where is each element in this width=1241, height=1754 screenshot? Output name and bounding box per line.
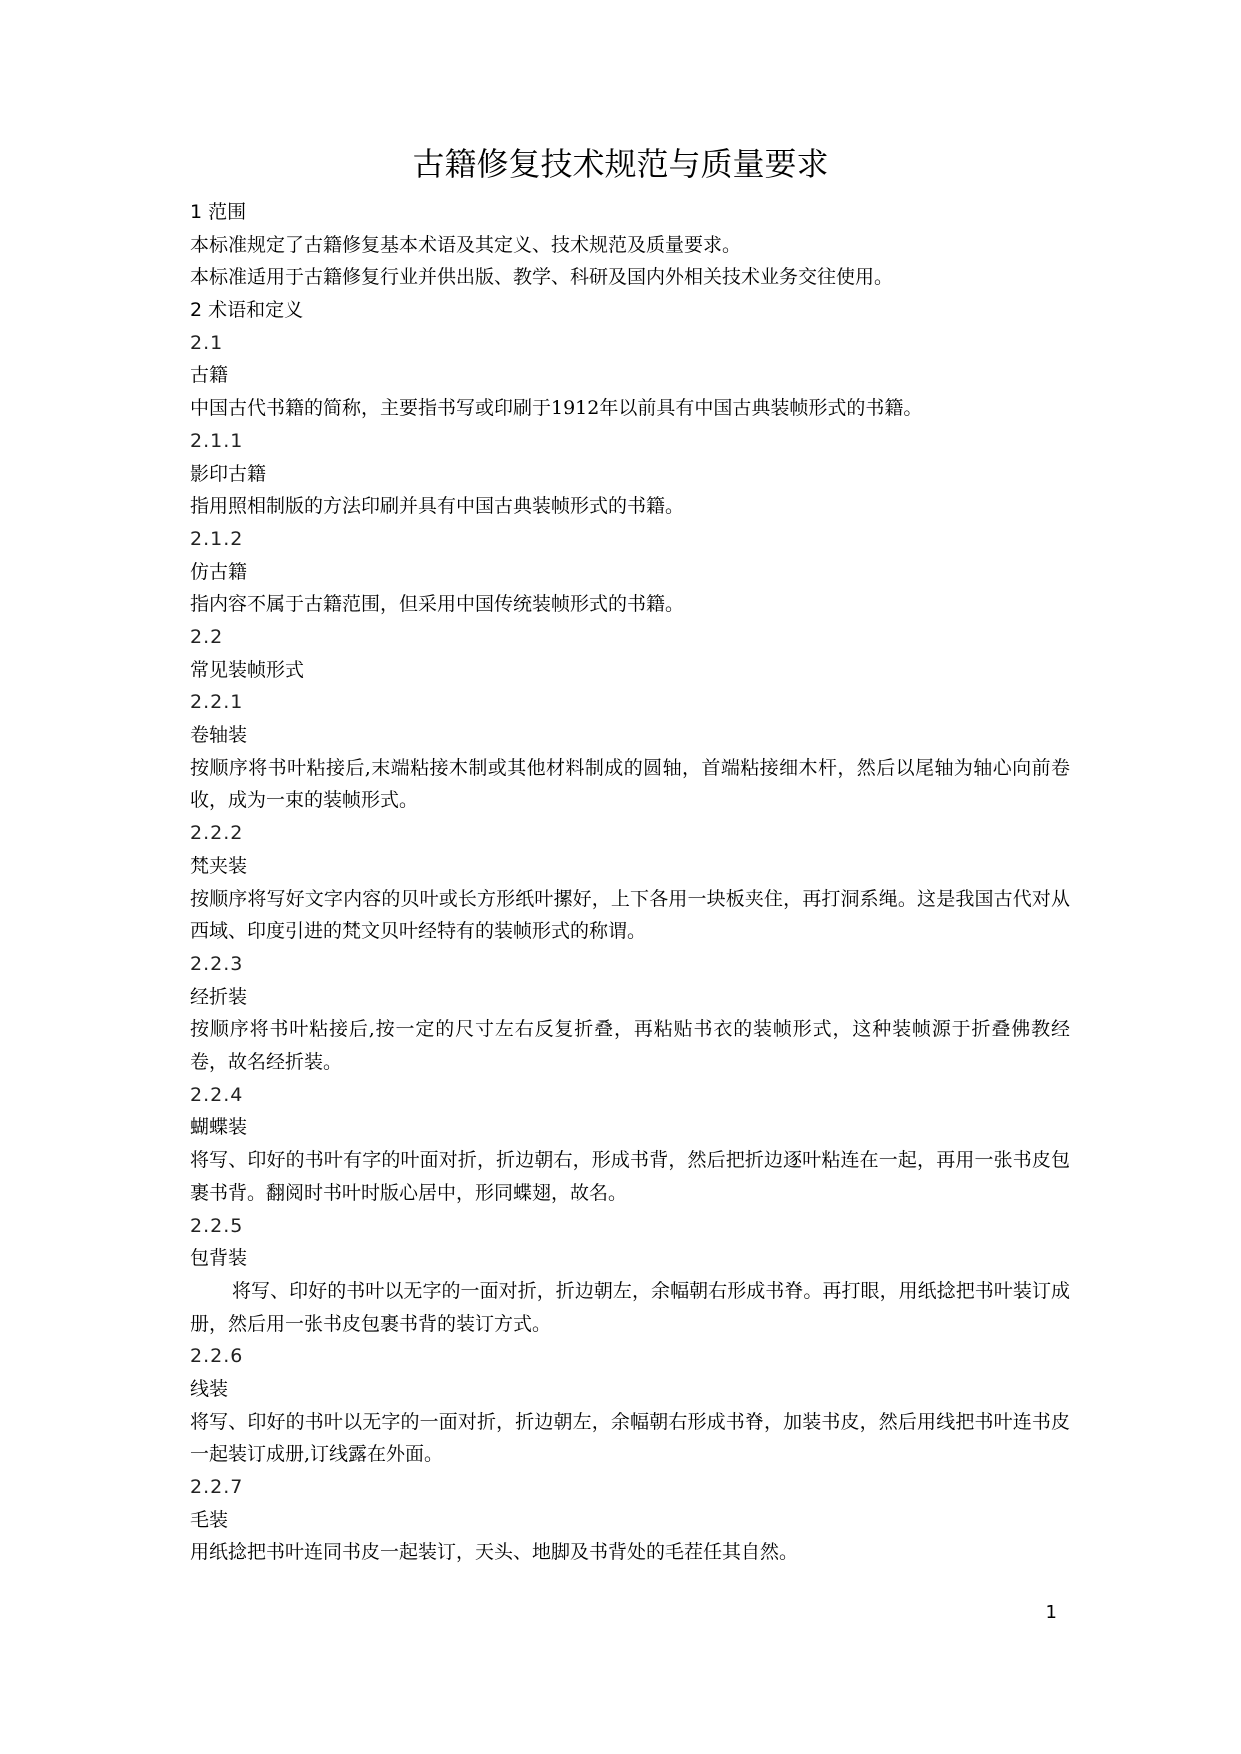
definition-paragraph: 将写、印好的书叶以无字的一面对折，折边朝左，余幅朝右形成书脊。再打眼，用纸捻把书叶装订成册，然后用一张书皮包裹书背的装订方式。 — [190, 1279, 1070, 1335]
clause-number: 2.1 — [190, 331, 224, 354]
term-title: 影印古籍 — [190, 462, 267, 485]
term-title: 毛装 — [190, 1508, 229, 1531]
clause-number: 2.2.3 — [190, 952, 244, 975]
clause-number: 2.2.2 — [190, 822, 244, 845]
definition-paragraph: 指用照相制版的方法印刷并具有中国古典装帧形式的书籍。 — [190, 495, 685, 518]
page-number: 1 — [1045, 1602, 1057, 1623]
term-title: 梵夹装 — [190, 854, 248, 877]
term-title: 蝴蝶装 — [190, 1116, 248, 1139]
definition-paragraph: 用纸捻把书叶连同书皮一起装订，天头、地脚及书背处的毛茬任其自然。 — [190, 1541, 799, 1564]
clause-number: 2.2 — [190, 626, 224, 649]
term-title: 线装 — [190, 1377, 229, 1400]
definition-paragraph: 本标准规定了古籍修复基本术语及其定义、技术规范及质量要求。 — [190, 233, 742, 256]
term-title: 包背装 — [190, 1247, 248, 1270]
document-body — [190, 196, 1070, 1569]
definition-paragraph: 指内容不属于古籍范围，但采用中国传统装帧形式的书籍。 — [190, 593, 685, 616]
clause-number: 2.2.1 — [190, 691, 244, 714]
term-title: 古籍 — [190, 364, 229, 387]
term-title: 仿古籍 — [190, 560, 248, 583]
clause-number: 2.2.6 — [190, 1345, 244, 1368]
clause-number: 2.2.7 — [190, 1476, 244, 1499]
definition-paragraph: 将写、印好的书叶有字的叶面对折，折边朝右，形成书背，然后把折边逐叶粘连在一起，再用一张书皮包裹书背。翻阅时书叶时版心居中，形同蝶翅，故名。 — [190, 1149, 1070, 1204]
section-heading: 2 术语和定义 — [190, 299, 304, 322]
definition-paragraph: 按顺序将书叶粘接后,末端粘接木制或其他材料制成的圆轴，首端粘接细木杆，然后以尾轴为轴心向前卷收，成为一束的装帧形式。 — [190, 756, 1070, 812]
clause-number: 2.1.2 — [190, 527, 244, 550]
term-title: 常见装帧形式 — [190, 658, 305, 681]
definition-paragraph: 按顺序将写好文字内容的贝叶或长方形纸叶摞好，上下各用一块板夹住，再打洞系绳。这是我国古代对从西域、印度引进的梵文贝叶经特有的装帧形式的称谓。 — [190, 887, 1070, 943]
definition-paragraph: 中国古代书籍的简称，主要指书写或印刷于1912年以前具有中国古典装帧形式的书籍。 — [190, 397, 923, 420]
clause-number: 2.1.1 — [190, 429, 244, 452]
definition-paragraph: 将写、印好的书叶以无字的一面对折，折边朝左，余幅朝右形成书脊，加装书皮，然后用线把书叶连书皮一起装订成册,订线露在外面。 — [190, 1410, 1070, 1466]
page-title: 古籍修复技术规范与质量要求 — [412, 145, 829, 183]
clause-number: 2.2.4 — [190, 1083, 244, 1106]
term-title: 卷轴装 — [190, 724, 248, 747]
definition-paragraph: 按顺序将书叶粘接后,按一定的尺寸左右反复折叠，再粘贴书衣的装帧形式，这种装帧源于折叠佛教经卷，故名经折装。 — [190, 1018, 1070, 1074]
definition-paragraph: 本标准适用于古籍修复行业并供出版、教学、科研及国内外相关技术业务交往使用。 — [190, 266, 894, 289]
section-heading: 1 范围 — [190, 201, 247, 223]
term-title: 经折装 — [190, 985, 248, 1008]
clause-number: 2.2.5 — [190, 1214, 244, 1237]
